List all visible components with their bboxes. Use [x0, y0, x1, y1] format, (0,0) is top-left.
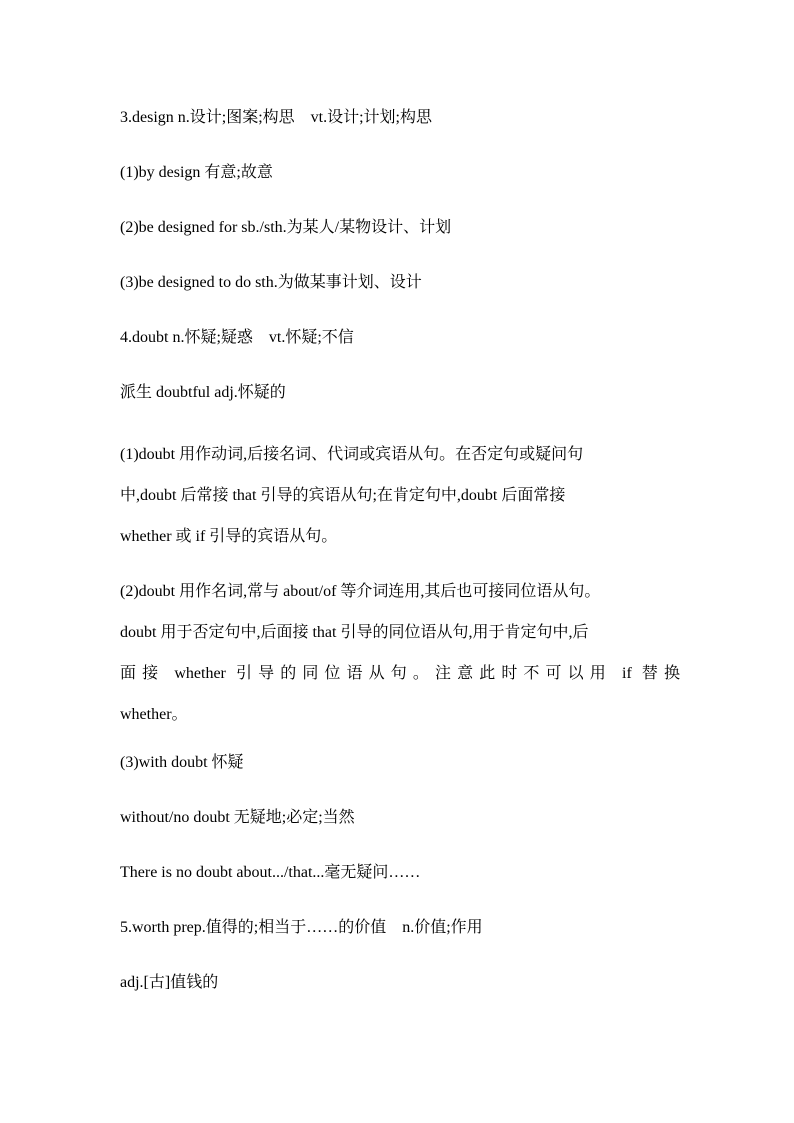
doubt-noun-usage [120, 571, 680, 735]
doubt-verb-line-1: (1)doubt 用作动词,后接名词、代词或宾语从句。在否定句或疑问句 [120, 446, 584, 463]
doubt-noun-line-1: (2)doubt 用作名词,常与 about/of 等介词连用,其后也可接同位语从句。 [120, 583, 601, 600]
phrase-with-doubt: (3)with doubt 怀疑 [120, 754, 244, 771]
entry-worth: 5.worth prep.值得的;相当于……的价值 n.价值;作用 [120, 919, 483, 936]
phrase-by-design: (1)by design 有意;故意 [120, 164, 273, 181]
doubt-verb-line-2: 中,doubt 后常接 that 引导的宾语从句;在肯定句中,doubt 后面常接 [120, 487, 566, 504]
entry-design: 3.design n.设计;图案;构思 vt.设计;计划;构思 [120, 109, 433, 126]
doubt-noun-line-2: doubt 用于否定句中,后面接 that 引导的同位语从句,用于肯定句中,后 [120, 624, 589, 641]
entry-doubt: 4.doubt n.怀疑;疑惑 vt.怀疑;不信 [120, 329, 354, 346]
document-body [120, 104, 680, 1024]
doubt-noun-line-3: 面接 whether 引导的同位语从句。注意此时不可以用 if 替换 [120, 665, 680, 682]
entry-worth-adj: adj.[古]值钱的 [120, 974, 219, 991]
derivative-doubtful: 派生 doubtful adj.怀疑的 [120, 384, 286, 401]
doubt-verb-usage [120, 434, 680, 557]
doubt-verb-line-3: whether 或 if 引导的宾语从句。 [120, 528, 338, 545]
doubt-noun-line-4: whether。 [120, 706, 188, 723]
phrase-designed-for: (2)be designed for sb./sth.为某人/某物设计、计划 [120, 219, 452, 236]
phrase-designed-to: (3)be designed to do sth.为做某事计划、设计 [120, 274, 422, 291]
phrase-no-doubt: There is no doubt about.../that...毫无疑问…… [120, 864, 421, 881]
phrase-without-doubt: without/no doubt 无疑地;必定;当然 [120, 809, 355, 826]
